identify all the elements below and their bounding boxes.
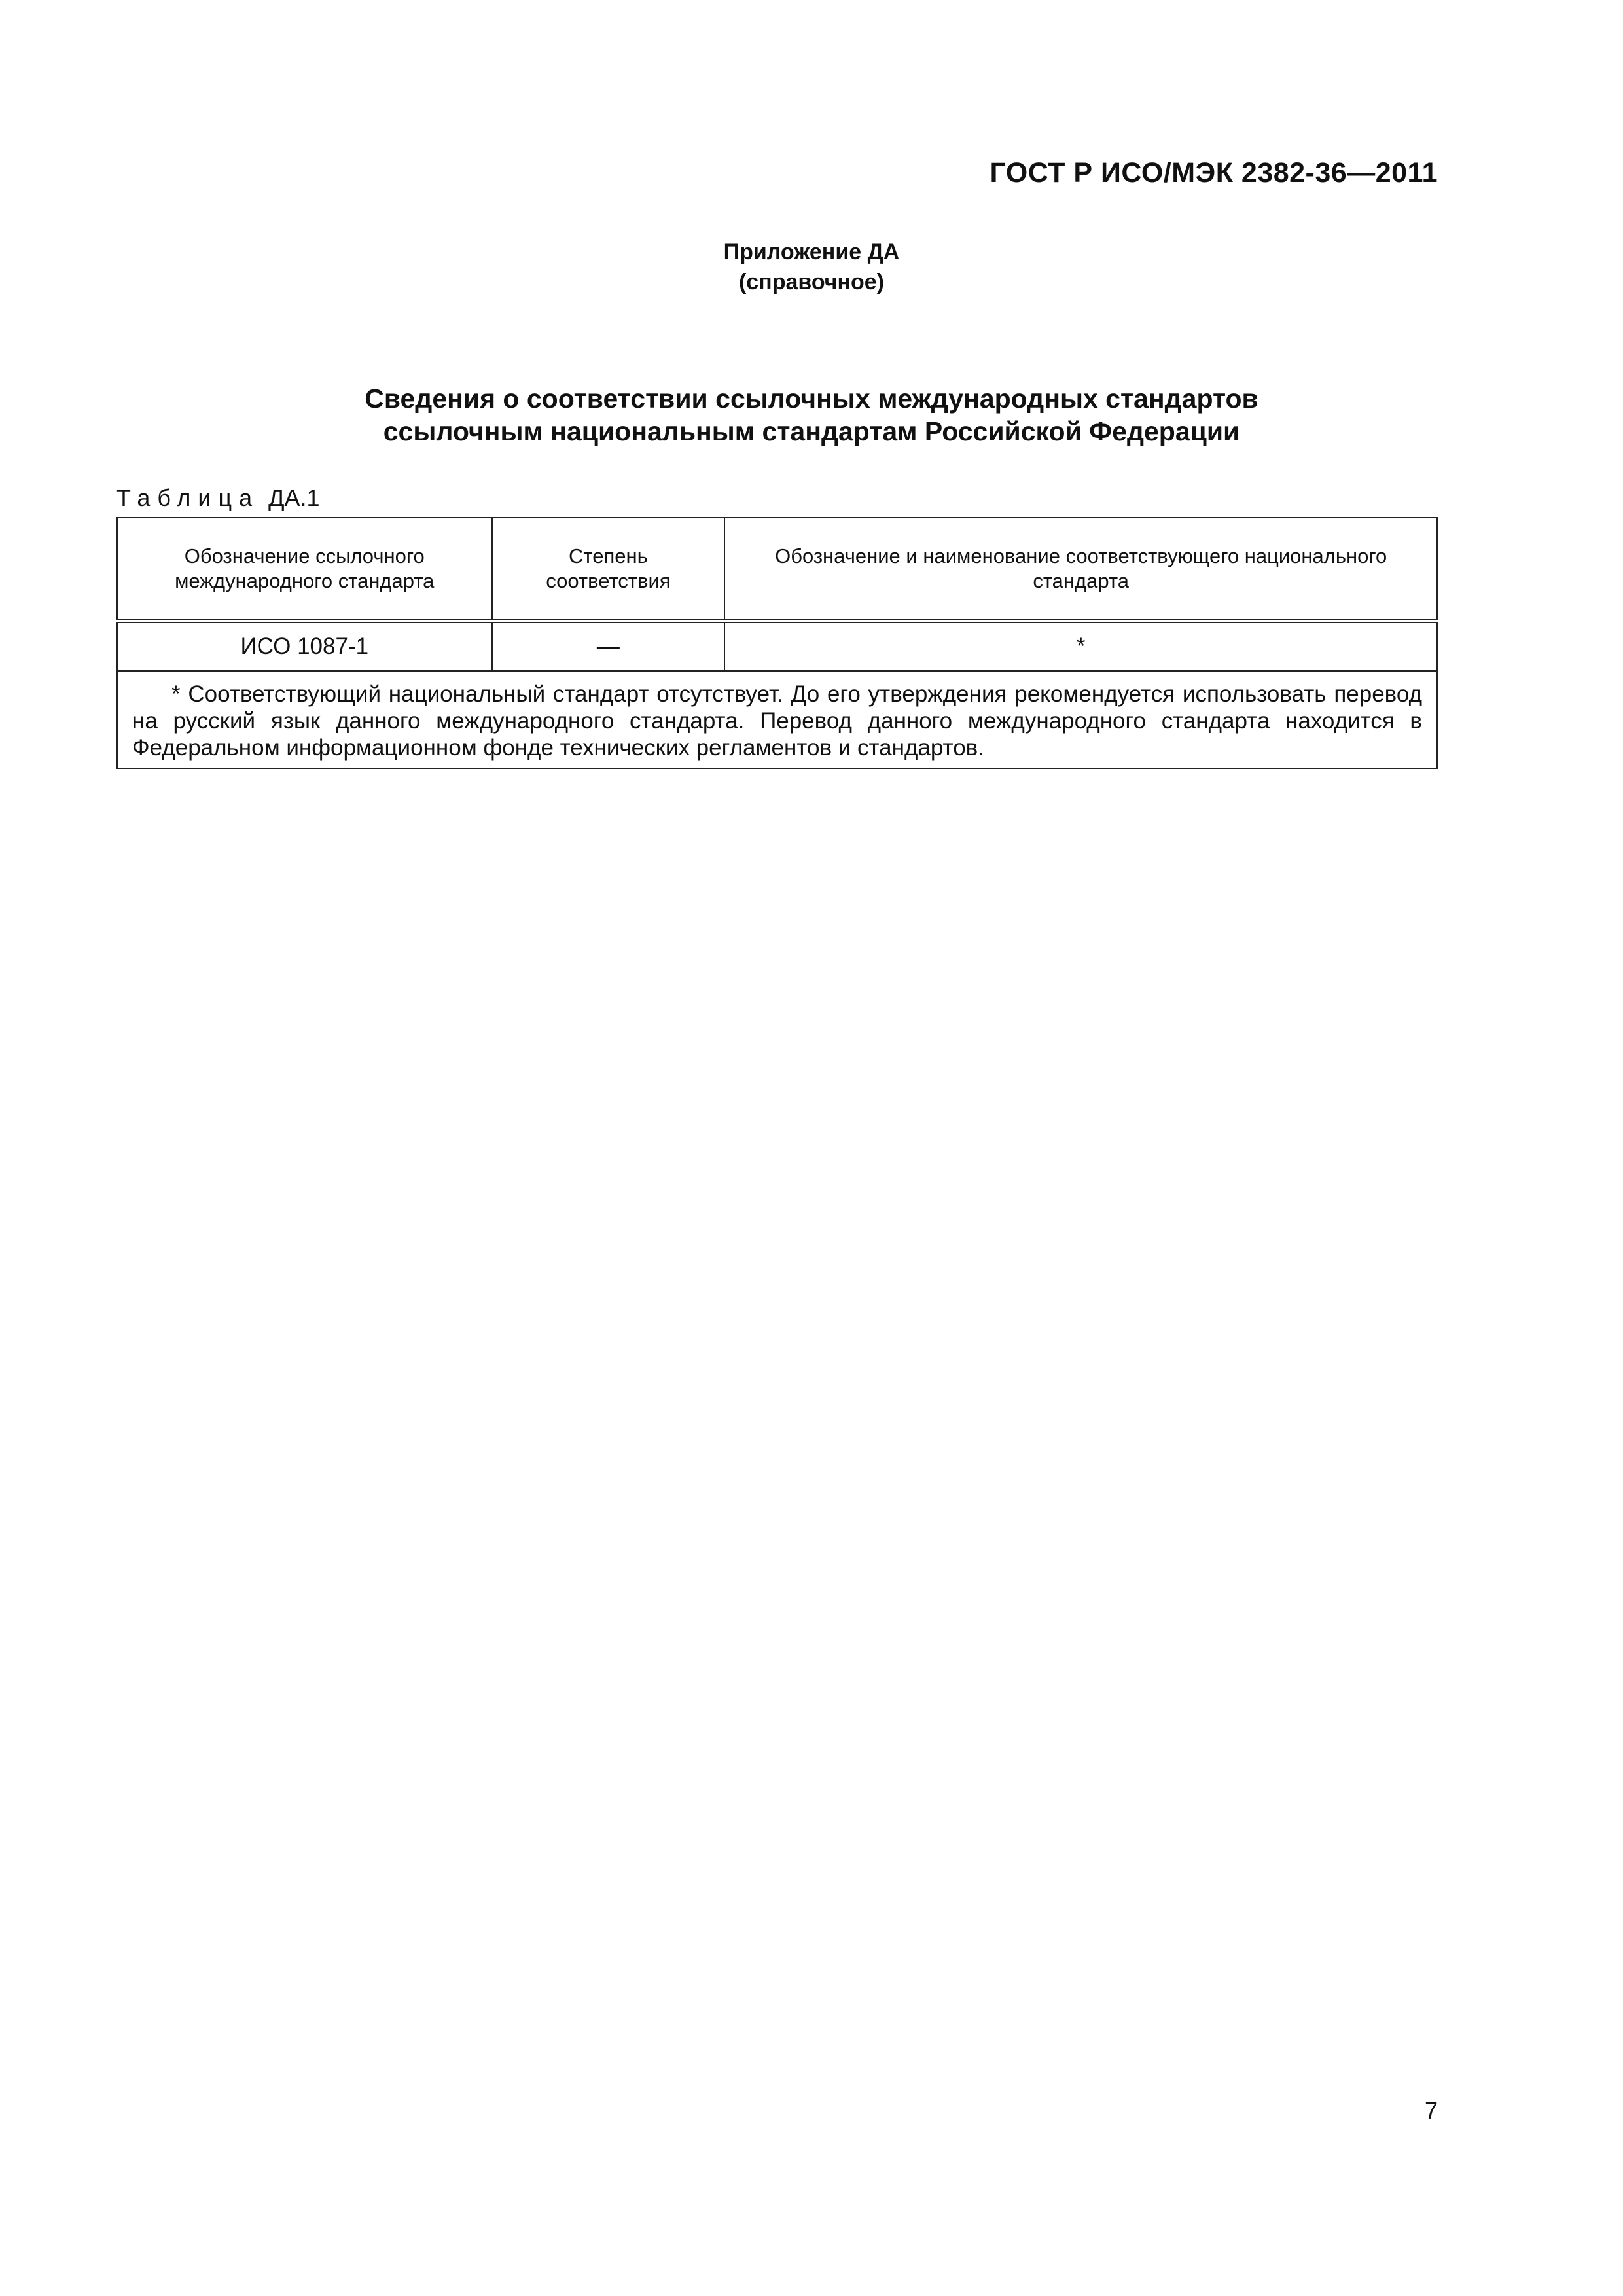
- column-header-designation: Обозначение ссылочного международного стандарта: [117, 518, 492, 621]
- cell-designation: ИСО 1087-1: [117, 621, 492, 671]
- table-caption-word: Таблица: [116, 484, 260, 511]
- column-header-national-standard: Обозначение и наименование соответствующего национального стандарта: [724, 518, 1437, 621]
- table-caption: [116, 484, 320, 512]
- table-footnote-row: [117, 671, 1437, 768]
- table-footnote: [117, 671, 1437, 768]
- annex-heading: [0, 237, 1623, 297]
- annex-status: (справочное): [738, 270, 885, 295]
- cell-national-standard: *: [724, 621, 1437, 671]
- section-title: [0, 382, 1623, 448]
- page-number: 7: [1424, 2097, 1438, 2124]
- column-header-degree: Степень соответствия: [492, 518, 725, 621]
- cell-degree: —: [492, 621, 725, 671]
- table-caption-number: ДА.1: [268, 484, 320, 511]
- table-header-row: [117, 518, 1437, 621]
- reference-standards-table: [116, 517, 1438, 769]
- table-row: [117, 621, 1437, 671]
- annex-title: Приложение ДА: [723, 240, 900, 264]
- section-title-line-1: Сведения о соответствии ссылочных международных стандартов: [365, 384, 1258, 414]
- section-title-line-2: ссылочным национальным стандартам Российской Федерации: [383, 416, 1240, 446]
- footnote-text: * Соответствующий национальный стандарт отсутствует. До его утверждения рекомендуется использовать перевод на русский язык данного международного стандарта. Перевод данного международного стандарта находится в Федеральном информационном фонде технических регламентов и стандартов.: [132, 681, 1422, 761]
- document-code: ГОСТ Р ИСО/МЭК 2382-36—2011: [990, 157, 1438, 188]
